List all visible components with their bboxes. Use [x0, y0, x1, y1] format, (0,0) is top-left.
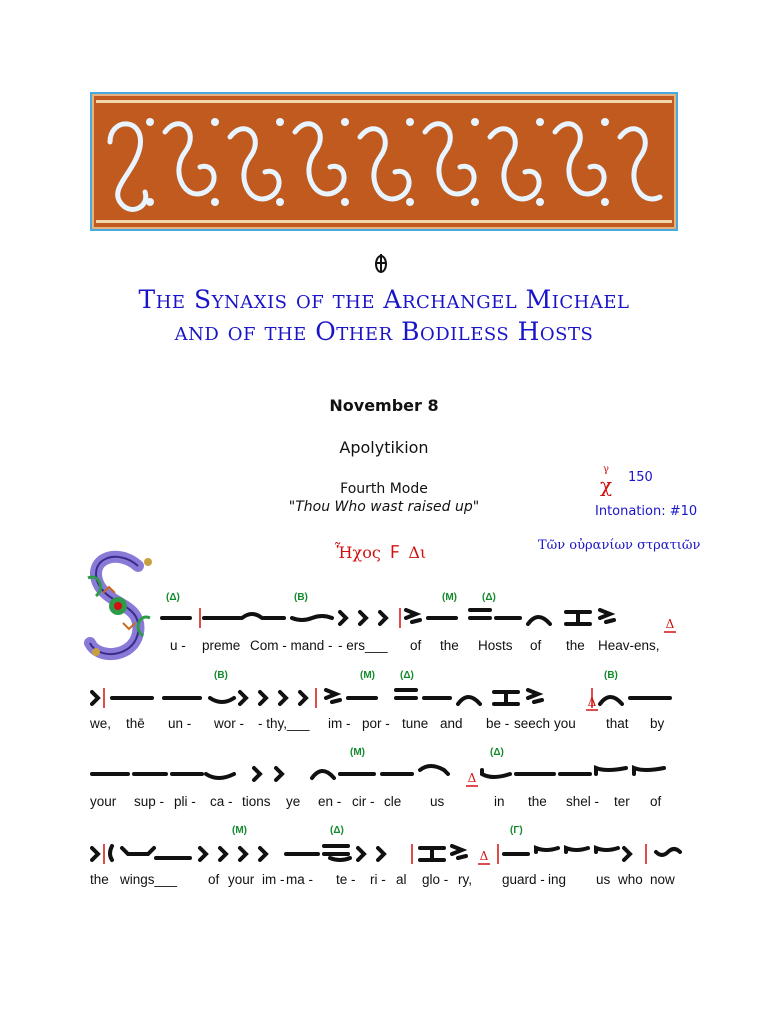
martyria-label: (M)	[350, 747, 365, 758]
syllable: be -	[486, 716, 510, 731]
syllable: now	[650, 872, 675, 887]
martyria-line-2	[90, 670, 682, 684]
syllable: pli -	[174, 794, 196, 809]
martyria-line-1	[160, 592, 680, 606]
svg-text:Δ: Δ	[587, 695, 597, 709]
martyria-label: (Δ)	[166, 592, 180, 603]
syllable: ing	[548, 872, 567, 887]
echos-signature	[335, 534, 426, 566]
martyria-label: (Δ)	[330, 825, 344, 836]
syllable: your	[90, 794, 117, 809]
echos-letter: Δι	[408, 543, 427, 562]
martyria-label: (M)	[442, 592, 457, 603]
svg-text:Δ: Δ	[467, 771, 477, 785]
martyria-label: (M)	[360, 670, 375, 681]
syllable: ma -	[286, 872, 313, 887]
intonation-label: Intonation: #10	[595, 504, 698, 519]
syllable: wor -	[214, 716, 244, 731]
syllable: your	[228, 872, 255, 887]
syllable: preme	[202, 638, 241, 653]
melody-label: "Thou Who wast raised up"	[288, 499, 480, 515]
echos-label: Ἧχος	[335, 543, 381, 562]
martyria-label: (B)	[604, 670, 618, 681]
syllable: ter	[614, 794, 630, 809]
svg-text:Δ: Δ	[665, 617, 675, 631]
feast-date: November 8	[329, 396, 439, 415]
title-line-1: The Synaxis of the Archangel Michael	[138, 285, 630, 314]
syllable: wings___	[120, 872, 178, 887]
red-delta-martyria-icon	[582, 694, 602, 714]
martyria-line-4	[90, 825, 682, 839]
echos-symbol-icon: 𝈓	[389, 542, 400, 563]
syllable: tune	[402, 716, 429, 731]
syllable: al	[396, 872, 407, 887]
syllable: and	[440, 716, 463, 731]
syllable: glo -	[422, 872, 449, 887]
illuminated-initial-s	[78, 548, 160, 666]
syllable: im -	[262, 872, 285, 887]
syllable: ca -	[210, 794, 233, 809]
syllable: ry,	[458, 872, 472, 887]
syllable: por -	[362, 716, 390, 731]
martyria-label: (Δ)	[400, 670, 414, 681]
syllable: ri -	[370, 872, 386, 887]
syllable: by	[650, 716, 665, 731]
syllable: un -	[168, 716, 192, 731]
syllable: you	[554, 716, 576, 731]
svg-text:γ: γ	[603, 464, 609, 475]
syllable: Com - mand -	[250, 638, 333, 653]
syllable: us	[430, 794, 445, 809]
martyria-line-3	[90, 747, 682, 761]
syllable: who	[618, 872, 643, 887]
martyria-label: (Δ)	[490, 747, 504, 758]
page-number: 150	[628, 470, 653, 485]
svg-text:Δ: Δ	[479, 849, 489, 863]
martyria-label: (M)	[232, 825, 247, 836]
syllable: we,	[90, 716, 112, 731]
syllable: in	[494, 794, 505, 809]
lyrics-line-1	[170, 638, 680, 658]
title-line-2: and of the Other Bodiless Hosts	[174, 317, 594, 346]
syllable: ye	[286, 794, 301, 809]
syllable: Heav-ens,	[598, 638, 660, 653]
syllable: of	[530, 638, 542, 653]
martyria-label: (B)	[294, 592, 308, 603]
syllable: that	[606, 716, 629, 731]
syllable: sup -	[134, 794, 165, 809]
syllable: of	[410, 638, 422, 653]
syllable: cir -	[352, 794, 375, 809]
syllable: - ers___	[338, 638, 388, 653]
syllable: the	[566, 638, 585, 653]
syllable: en -	[318, 794, 342, 809]
syllable: seech	[514, 716, 551, 731]
syllable: guard -	[502, 872, 545, 887]
syllable: im -	[328, 716, 351, 731]
syllable: the	[440, 638, 459, 653]
syllable: shel -	[566, 794, 600, 809]
syllable: of	[208, 872, 220, 887]
syllable: Hosts	[478, 638, 513, 653]
martyria-label: (B)	[214, 670, 228, 681]
red-delta-martyria-icon	[660, 616, 680, 636]
red-delta-martyria-icon	[462, 770, 482, 790]
red-delta-martyria-icon	[474, 848, 494, 868]
hymn-type: Apolytikion	[339, 438, 429, 457]
lyrics-line-2	[90, 716, 682, 736]
cross-icon	[372, 252, 390, 274]
syllable: cle	[384, 794, 402, 809]
lyrics-line-4	[90, 872, 682, 892]
greek-incipit: Τῶν οὐρανίων στρατιῶν	[538, 538, 701, 553]
mode-label: Fourth Mode	[340, 481, 428, 497]
martyria-label: (Γ)	[510, 825, 523, 836]
lyrics-line-3	[90, 794, 682, 814]
syllable: u -	[170, 638, 186, 653]
syllable: tions	[242, 794, 271, 809]
chi-symbol-icon	[592, 462, 620, 496]
svg-text:χ: χ	[599, 473, 613, 496]
syllable: thē	[126, 716, 145, 731]
martyria-label: (Δ)	[482, 592, 496, 603]
syllable: the	[90, 872, 109, 887]
decorative-banner	[90, 92, 678, 231]
syllable: te -	[336, 872, 356, 887]
syllable: - thy,___	[258, 716, 310, 731]
syllable: us	[596, 872, 611, 887]
syllable: the	[528, 794, 547, 809]
syllable: of	[650, 794, 662, 809]
